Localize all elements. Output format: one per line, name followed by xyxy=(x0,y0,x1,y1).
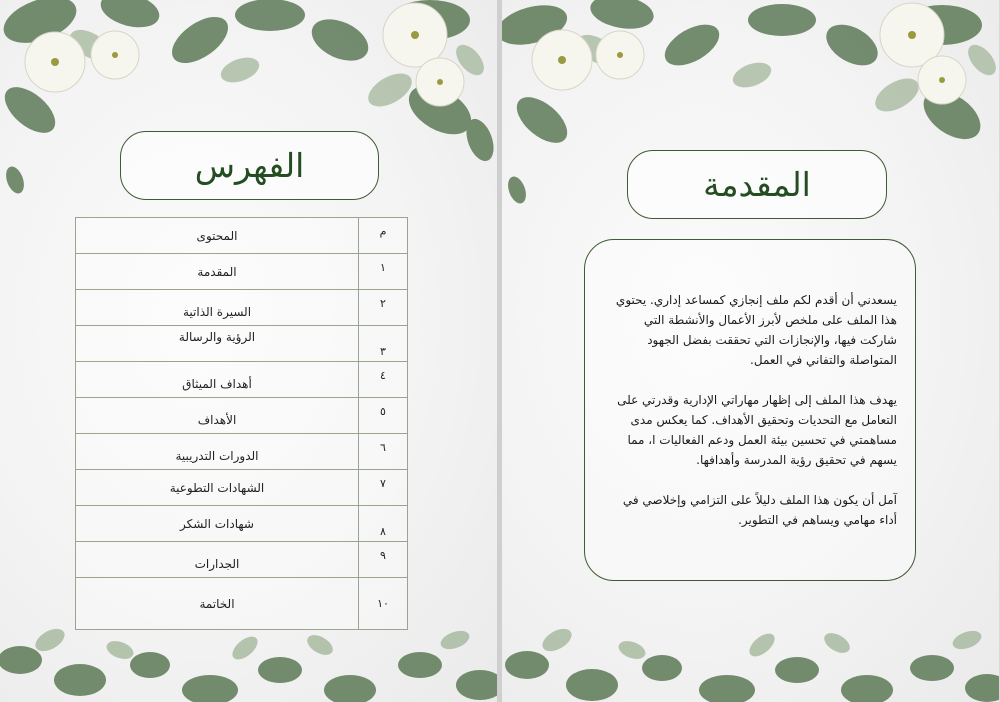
table-row xyxy=(76,362,408,398)
index-title: الفهرس xyxy=(120,131,379,200)
table-row xyxy=(76,290,408,326)
row-number: ٥ xyxy=(359,398,408,434)
row-label: الجدارات xyxy=(76,542,359,578)
table-row xyxy=(76,254,408,290)
row-number: ١٠ xyxy=(359,578,408,630)
row-label: الشهادات التطوعية xyxy=(76,470,359,506)
row-label: السيرة الذاتية xyxy=(76,290,359,326)
row-label: شهادات الشكر xyxy=(76,506,359,542)
table-row xyxy=(76,434,408,470)
intro-page xyxy=(502,0,999,702)
row-number: ٧ xyxy=(359,470,408,506)
row-label: أهداف الميثاق xyxy=(76,362,359,398)
intro-paragraph: يهدف هذا الملف إلى إظهار مهاراتي الإدارية وقدرتي على التعامل مع التحديات وتحقيق الأهداف. كما يعكس مدى مساهمتي في تحسين بيئة العمل ودعم الفعاليات ا، مما يسهم في تحقيق رؤية المدرسة وأهدافها. xyxy=(617,393,897,467)
intro-paragraph: آمل أن يكون هذا الملف دليلاً على التزامي وإخلاصي في أداء مهامي ويساهم في التطوير. xyxy=(622,493,897,527)
row-number: ٦ xyxy=(359,434,408,470)
table-row xyxy=(76,218,408,254)
table-row xyxy=(76,326,408,362)
row-number: ٨ xyxy=(359,506,408,542)
table-row xyxy=(76,398,408,434)
intro-title: المقدمة xyxy=(627,150,887,219)
row-number: ٩ xyxy=(359,542,408,578)
row-label: الأهداف xyxy=(76,398,359,434)
index-page xyxy=(0,0,497,702)
contents-table xyxy=(75,217,408,630)
row-label: الرؤية والرسالة xyxy=(76,326,359,362)
row-label: الخاتمة xyxy=(76,578,359,630)
table-row xyxy=(76,470,408,506)
row-label: المحتوى xyxy=(76,218,359,254)
row-number: ٢ xyxy=(359,290,408,326)
row-number: ١ xyxy=(359,254,408,290)
row-number: ٤ xyxy=(359,362,408,398)
row-label: المقدمة xyxy=(76,254,359,290)
table-row xyxy=(76,506,408,542)
intro-body xyxy=(607,290,897,550)
table-row xyxy=(76,542,408,578)
row-number: ٣ xyxy=(359,326,408,362)
row-label: الدورات التدريبية xyxy=(76,434,359,470)
table-row xyxy=(76,578,408,630)
intro-frame xyxy=(584,239,916,581)
intro-paragraph: يسعدني أن أقدم لكم ملف إنجازي كمساعد إداري. يحتوي هذا الملف على ملخص لأبرز الأعمال والأنشطة التي شاركت فيها، والإنجازات التي تحققت بفضل الجهود المتواصلة والتفاني في العمل. xyxy=(615,293,897,367)
row-number: م xyxy=(359,218,408,254)
